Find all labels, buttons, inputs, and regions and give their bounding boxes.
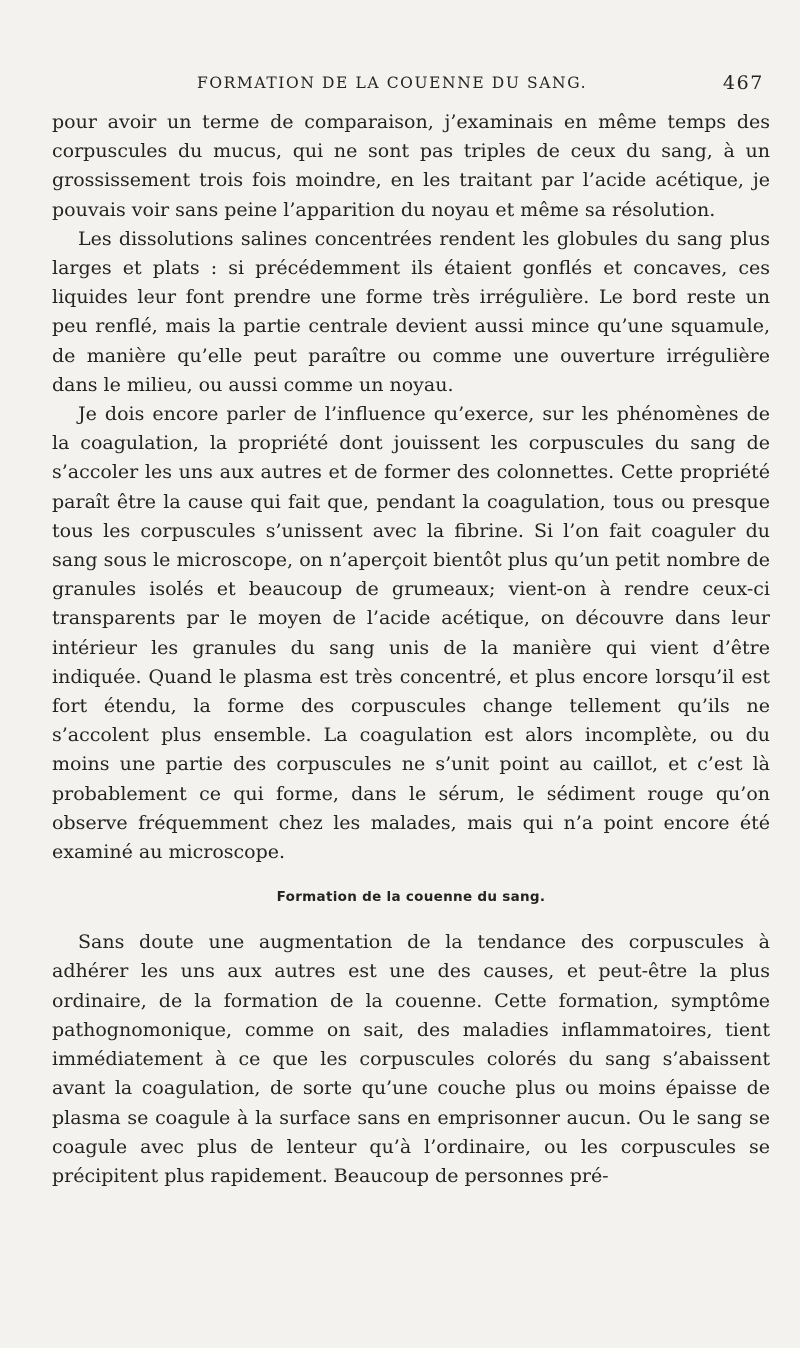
book-page bbox=[52, 0, 770, 1348]
body-text bbox=[52, 108, 770, 1191]
running-head bbox=[52, 74, 770, 102]
paragraph-couenne: Sans doute une augmentation de la tendance des corpuscules à adhérer les uns aux autres est une des causes, et peut-être la plus ordinaire, de la formation de la couenne. Cette formation, symptôme pathognomonique, comme on sait, des maladies inflammatoires, tient immédiatement à ce que les corpuscules colorés du sang s’abaissent avant la coagulation, de sorte qu’une couche plus ou moins épaisse de plasma se coagule à la surface sans en emprisonner aucun. Ou le sang se coagule avec plus de lenteur qu’à l’ordinaire, ou les corpuscules se précipitent plus rapidement. Beaucoup de personnes pré- bbox=[52, 931, 770, 1187]
paragraph-saline-solutions: Les dissolutions salines concentrées rendent les globules du sang plus larges et plats : si précédemment ils étaient gonflés et concaves, ces liquides leur font prendre une forme très irrégulière. Le bord reste un peu renflé, mais la partie centrale devient aussi mince qu’une squamule, de manière qu’elle peut paraître ou comme une ouverture irrégulière dans le milieu, ou aussi comme un noyau. bbox=[52, 227, 770, 396]
section-heading: Formation de la couenne du sang. bbox=[276, 889, 546, 906]
paragraph-continued: pour avoir un terme de comparaison, j’examinais en même temps des corpuscules du mucus, qui ne sont pas triples de ceux du sang, à un grossissement trois fois moindre, en les traitant par l’acide acétique, je pouvais voir sans peine l’apparition du noyau et même sa résolution. bbox=[52, 111, 770, 221]
paragraph-coagulation: Je dois encore parler de l’influence qu’exerce, sur les phénomènes de la coagulation, la propriété dont jouissent les corpuscules du sang de s’accoler les uns aux autres et de former des colonnettes. Cette propriété paraît être la cause qui fait que, pendant la coagulation, tous ou presque tous les corpuscules s’unissent avec la fibrine. Si l’on fait coaguler du sang sous le microscope, on n’aperçoit bientôt plus qu’un petit nombre de granules isolés et beaucoup de grumeaux; vient-on à rendre ceux-ci transparents par le moyen de l’acide acétique, on découvre dans leur intérieur les granules du sang unis de la manière qui vient d’être indiquée. Quand le plasma est très concentré, et plus encore lorsqu’il est fort étendu, la forme des corpuscules change tellement qu’ils ne s’accolent plus ensemble. La coagulation est alors incomplète, ou du moins une partie des corpuscules ne s’unit point au caillot, et c’est là probablement ce qui forme, dans le sérum, le sédiment rouge qu’on observe fréquemment chez les malades, mais qui n’a point encore été examiné au microscope. bbox=[52, 403, 770, 864]
page-number: 467 bbox=[722, 72, 764, 94]
running-title: FORMATION DE LA COUENNE DU SANG. bbox=[197, 74, 588, 92]
